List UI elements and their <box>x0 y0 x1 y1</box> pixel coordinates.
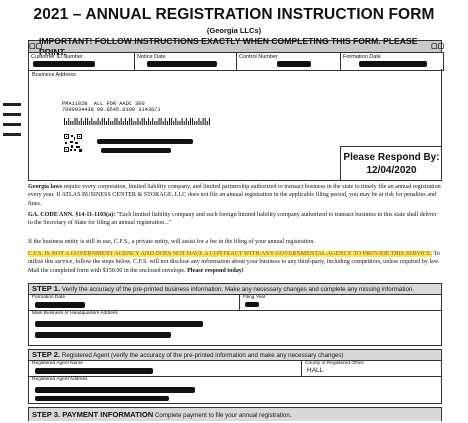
disclaimer-text: To utilize this service, follow the steps below. C.F.S. will not disclose any information about your business to any third-party, including competitors, unless required by law. Mail the completed form with $150.00 in the enclosed envelope. <box>28 251 440 274</box>
hamburger-menu-icon[interactable] <box>3 103 23 143</box>
customer-id-label: Customer ID Number <box>31 54 83 60</box>
respond-by-date: 12/04/2020 <box>366 165 417 176</box>
formation-date-label: Formation Date <box>32 295 66 300</box>
redacted-agent-address[interactable] <box>35 396 169 401</box>
redacted-address <box>101 148 171 153</box>
respond-today-text: Please respond today! <box>187 267 244 274</box>
control-number-field[interactable] <box>237 53 341 70</box>
step-2-instruction: Registered Agent (verify the accuracy of the pre-printed information and make any necessary changes) <box>60 352 344 359</box>
redacted-filing-year <box>245 302 259 307</box>
redacted-value <box>33 61 95 67</box>
paragraph-disclaimer <box>28 250 442 275</box>
georgia-laws-bold: Georgia laws <box>28 184 63 190</box>
business-address-label: Business Address <box>32 72 76 78</box>
redacted-agent-address[interactable] <box>35 387 195 393</box>
form-title: 2021 – ANNUAL REGISTRATION INSTRUCTION FORM <box>33 6 435 23</box>
redacted-main-address[interactable] <box>35 321 203 327</box>
redacted-formation-date <box>35 302 85 308</box>
notice-date-field[interactable] <box>135 53 237 70</box>
square-icon: ▢▢ <box>29 43 43 50</box>
step-1-header <box>29 284 441 295</box>
important-text: IMPORTANT! FOLLOW INSTRUCTIONS EXACTLY WHEN COMPLETING THIS FORM. PLEASE PRINT. <box>39 35 418 57</box>
step-3-header <box>29 408 441 421</box>
step-2-section <box>28 349 442 404</box>
notice-date-label: Notice Date <box>137 54 166 60</box>
formation-date-field[interactable] <box>341 53 443 70</box>
step-3-instruction: Complete payment to file your annual registration. <box>153 412 292 419</box>
paragraph-georgia-laws <box>28 183 442 208</box>
mailing-line-1: PMA1102B ALL FOR AADC 300 <box>62 101 145 107</box>
georgia-laws-text: require every corporation, limited liability company, and limited partnership authorized to transact business in the state to timely file an annual registration every year. If ATLAS BUSINESS CENTER & STORAGE, LLC does not file an annual registration in the applicable filing period, you may be at risk for penalties and fines. <box>28 184 441 207</box>
square-icon: ▢▢ <box>431 43 445 50</box>
step-2-label: STEP 2. <box>32 350 61 359</box>
code-text: "Each limited liability company and each foreign limited liability company authorized to transact business in this state shall deliver to the Secretary of State for filing an annual registration..." <box>28 212 437 227</box>
main-address-label: Main Business or Headquarters Address <box>32 311 118 316</box>
county-value[interactable]: HALL <box>307 367 324 374</box>
redacted-value <box>277 61 311 67</box>
control-number-label: Control Number <box>239 54 278 60</box>
step-3-label: STEP 3. <box>32 410 61 419</box>
respond-by-box <box>340 146 442 181</box>
redacted-value <box>147 61 217 67</box>
disclaimer-highlight: C.F.S. IS NOT A GOVERNMENT AGENCY AND DOES NOT HAVE A CONTRACT WITH ANY GOVERNMENTAL AGENCY TO PROVIDE THIS SERVICE. <box>28 251 433 257</box>
respond-by-label: Please Respond By: <box>343 152 440 163</box>
step-1-instruction: Verify the accuracy of the pre-printed business information. Make any necessary changes and complete any missing information. <box>60 286 415 293</box>
redacted-main-address[interactable] <box>35 332 171 338</box>
step-2-header <box>29 350 441 361</box>
mailing-line-2: 7000034438 00.0545.0100 31438/1 <box>62 107 161 113</box>
step-3-section <box>28 407 442 421</box>
form-subtitle: (Georgia LLCs) <box>206 26 262 35</box>
step-3-title: PAYMENT INFORMATION <box>60 410 154 419</box>
redacted-agent-name[interactable] <box>35 368 153 374</box>
postal-barcode-icon <box>64 118 214 125</box>
step-1-label: STEP 1. <box>32 284 61 293</box>
step-1-section <box>28 283 442 346</box>
qr-code-icon <box>64 134 82 152</box>
redacted-value <box>359 61 427 67</box>
agent-address-label: Registered Agent Address <box>32 377 88 382</box>
formation-date-label: Formation Date <box>343 54 381 60</box>
county-label: County of Registered Office <box>305 361 364 366</box>
paragraph-code <box>28 211 442 228</box>
code-citation: GA. CODE ANN. §14-11-1103(a): <box>28 212 116 218</box>
redacted-address <box>97 139 193 144</box>
paragraph-cfs-assist <box>28 238 442 246</box>
cfs-assist-text: If the business entity is still in use, C.F.S., a private entity, will assist for a fee in the filing of your annual registration. <box>28 239 315 245</box>
filing-year-label: Filing Year <box>243 295 266 300</box>
agent-name-label: Registered Agent Name <box>32 361 83 366</box>
customer-id-field[interactable] <box>29 53 135 70</box>
